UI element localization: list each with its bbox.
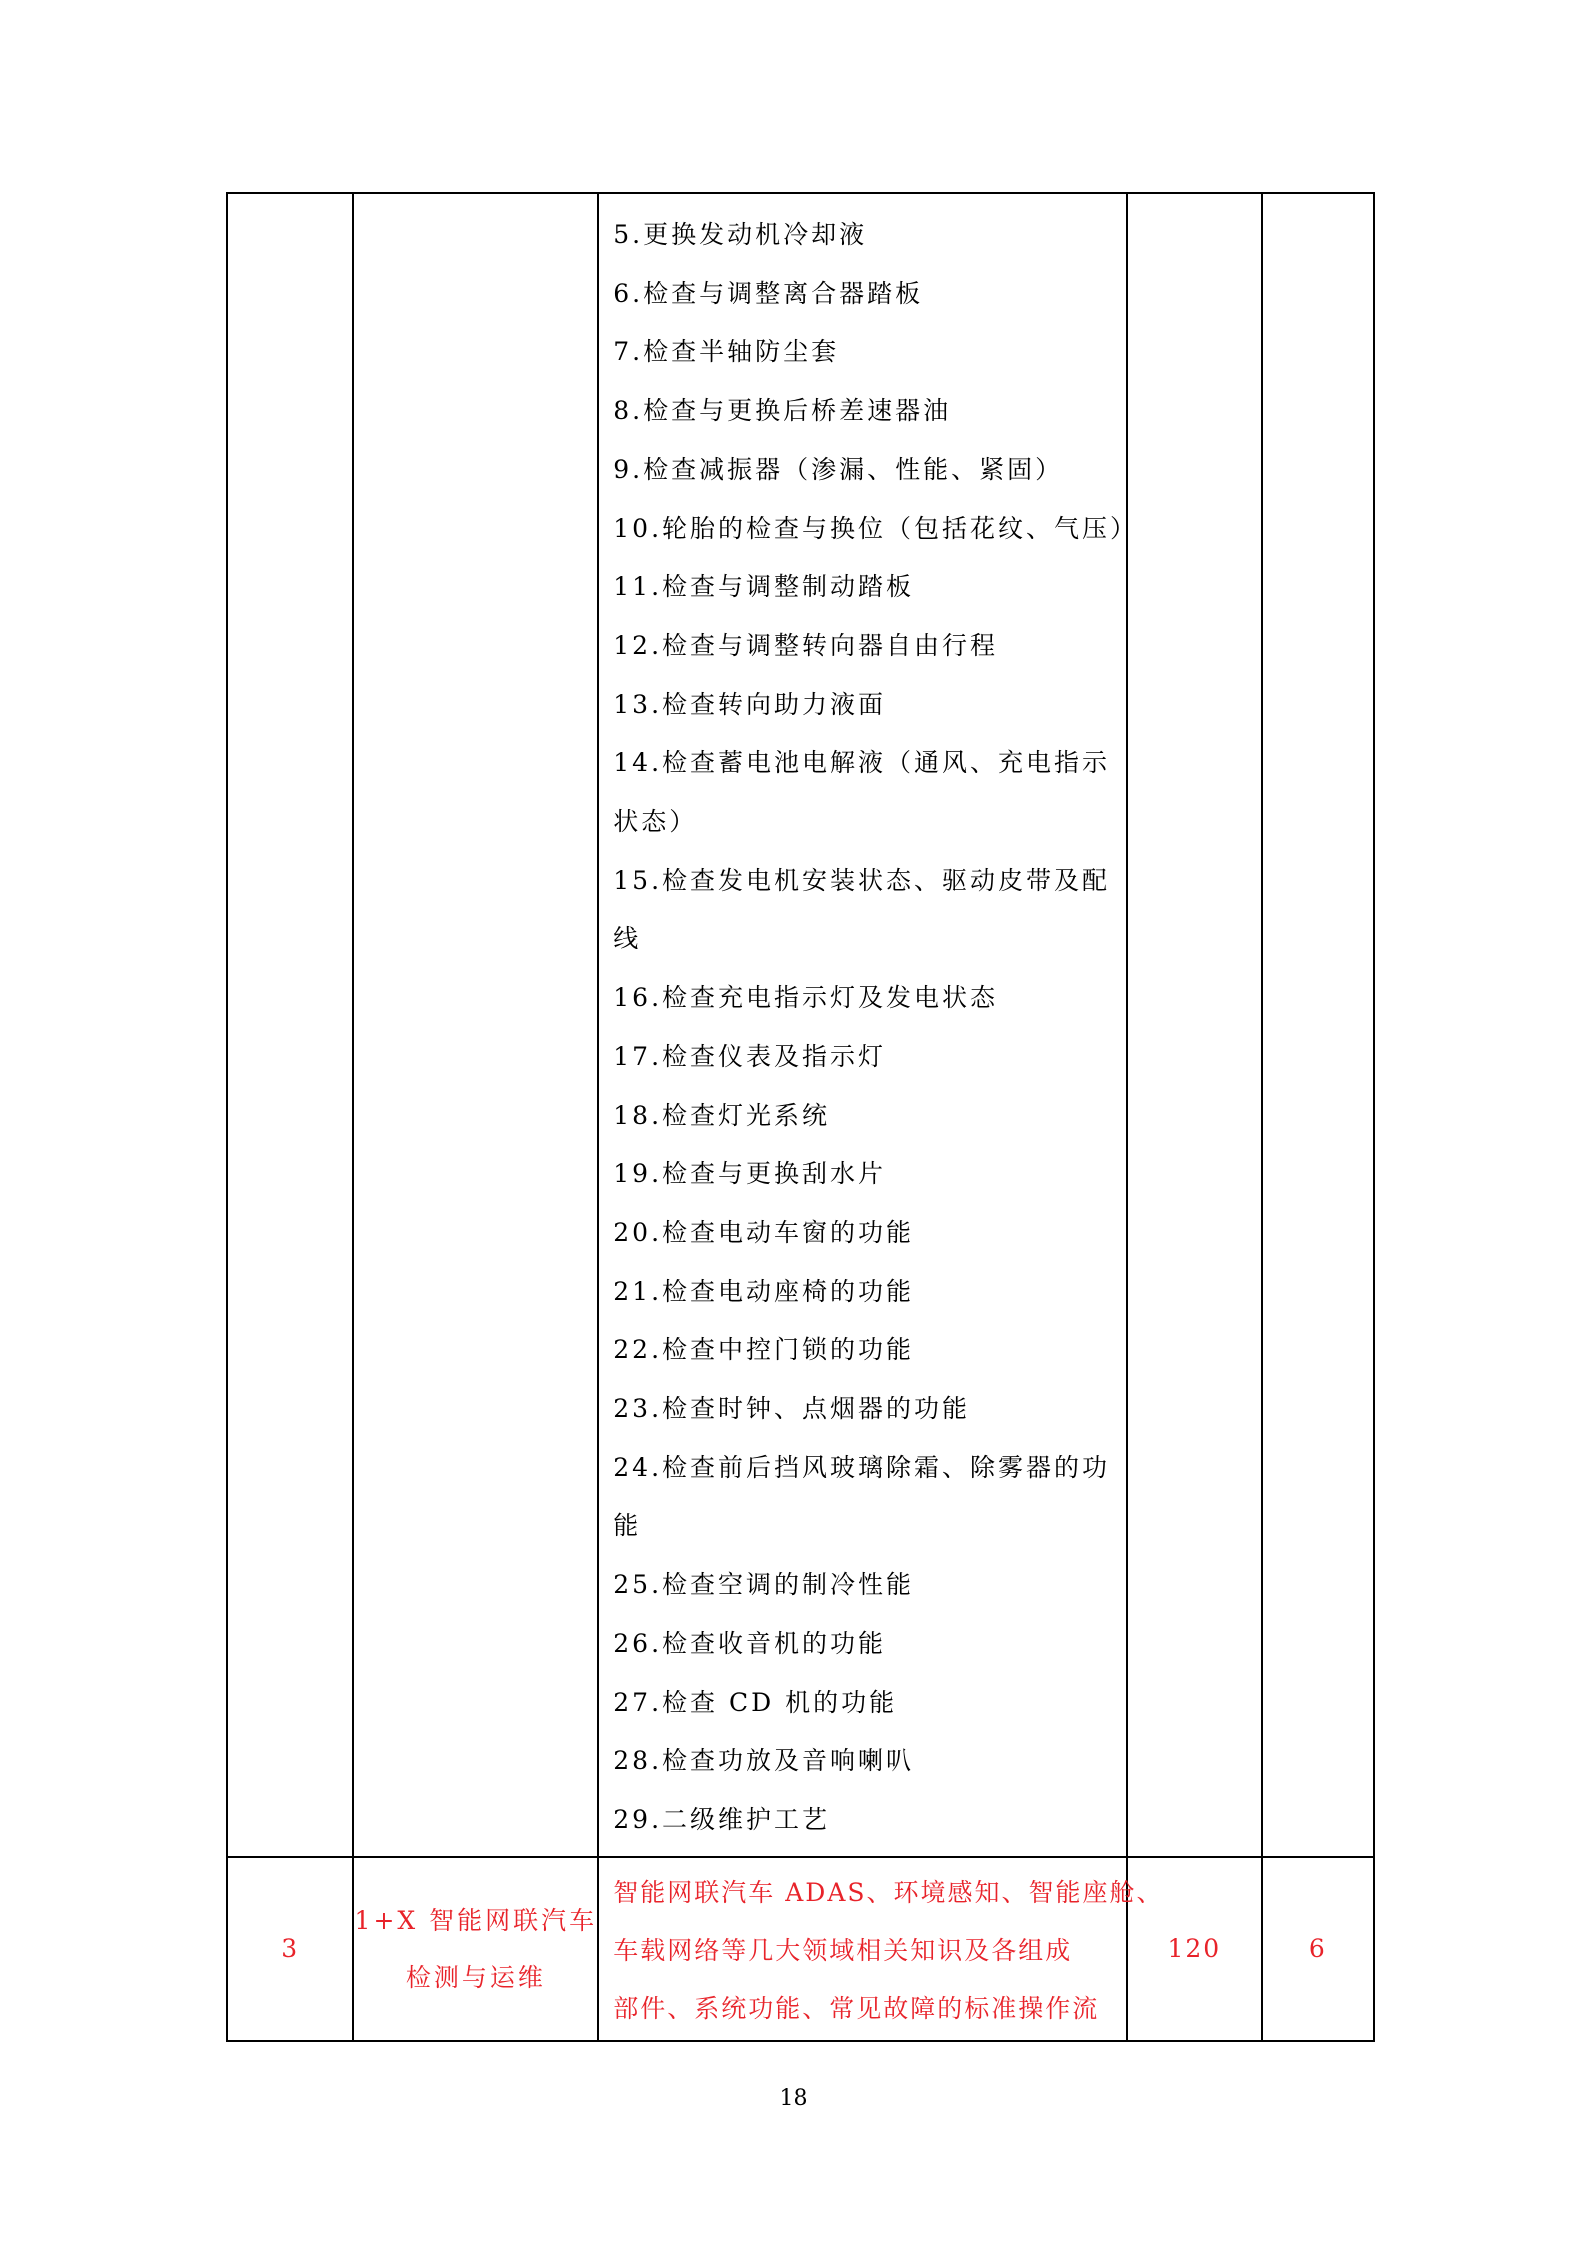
content-line: 能 [613,1511,642,1541]
content-line: 26.检查收音机的功能 [613,1628,887,1658]
course-name-line: 检测与运维 [405,1962,546,1992]
row-number: 3 [281,1934,300,1964]
number-cell [227,193,353,1857]
content-line: 23.检查时钟、点烟器的功能 [613,1394,971,1424]
content-line: 10.轮胎的检查与换位（包括花纹、气压） [613,513,1139,543]
hours-cell [1127,193,1261,1857]
content-line: 17.检查仪表及指示灯 [613,1041,887,1071]
course-table [226,192,1375,2042]
content-line: 部件、系统功能、常见故障的标准操作流 [613,1993,1100,2023]
content-line: 24.检查前后挡风玻璃除霜、除雾器的功 [613,1452,1111,1482]
table-row [227,1857,1374,2041]
content-line: 15.检查发电机安装状态、驱动皮带及配 [613,865,1111,895]
content-line: 7.检查半轴防尘套 [613,337,840,367]
content-line: 22.检查中控门锁的功能 [613,1335,915,1365]
course-name-line: 1+X 智能网联汽车 [354,1905,598,1935]
content-cell [598,1857,1164,2041]
content-line: 9.检查减振器（渗漏、性能、紧固） [613,454,1064,484]
content-line: 21.检查电动座椅的功能 [613,1276,915,1306]
content-line: 5.更换发动机冷却液 [613,220,868,249]
page-number: 18 [779,2086,808,2111]
credits-cell [1262,193,1374,1857]
content-line: 19.检查与更换刮水片 [613,1159,887,1189]
content-line: 29.二级维护工艺 [613,1804,831,1834]
hours-value: 120 [1167,1934,1222,1964]
credits-cell [1262,1857,1374,2041]
course-name-cell [353,193,598,1857]
content-line: 18.检查灯光系统 [613,1100,831,1130]
table-row [227,193,1374,1857]
content-line: 状态） [613,807,698,837]
content-line: 20.检查电动车窗的功能 [613,1217,915,1247]
content-line: 14.检查蓄电池电解液（通风、充电指示 [613,748,1111,778]
content-line: 线 [613,924,642,954]
content-line: 16.检查充电指示灯及发电状态 [613,983,999,1013]
content-line: 12.检查与调整转向器自由行程 [613,630,999,660]
content-line: 25.检查空调的制冷性能 [613,1570,915,1600]
content-lines [613,206,1139,1850]
course-name-cell [353,1857,598,2041]
content-cell [598,193,1139,1857]
content-line: 13.检查转向助力液面 [613,689,887,719]
content-line: 8.检查与更换后桥差速器油 [613,396,952,426]
content-line: 车载网络等几大领域相关知识及各组成 [613,1935,1073,1965]
number-cell [227,1857,353,2041]
credits-value: 6 [1308,1934,1327,1964]
content-line: 智能网联汽车 ADAS、环境感知、智能座舱、 [613,1877,1164,1907]
content-line: 27.检查 CD 机的功能 [613,1687,898,1717]
content-line: 6.检查与调整离合器踏板 [613,278,924,308]
content-line: 11.检查与调整制动踏板 [613,572,915,602]
content-line: 28.检查功放及音响喇叭 [613,1746,915,1776]
